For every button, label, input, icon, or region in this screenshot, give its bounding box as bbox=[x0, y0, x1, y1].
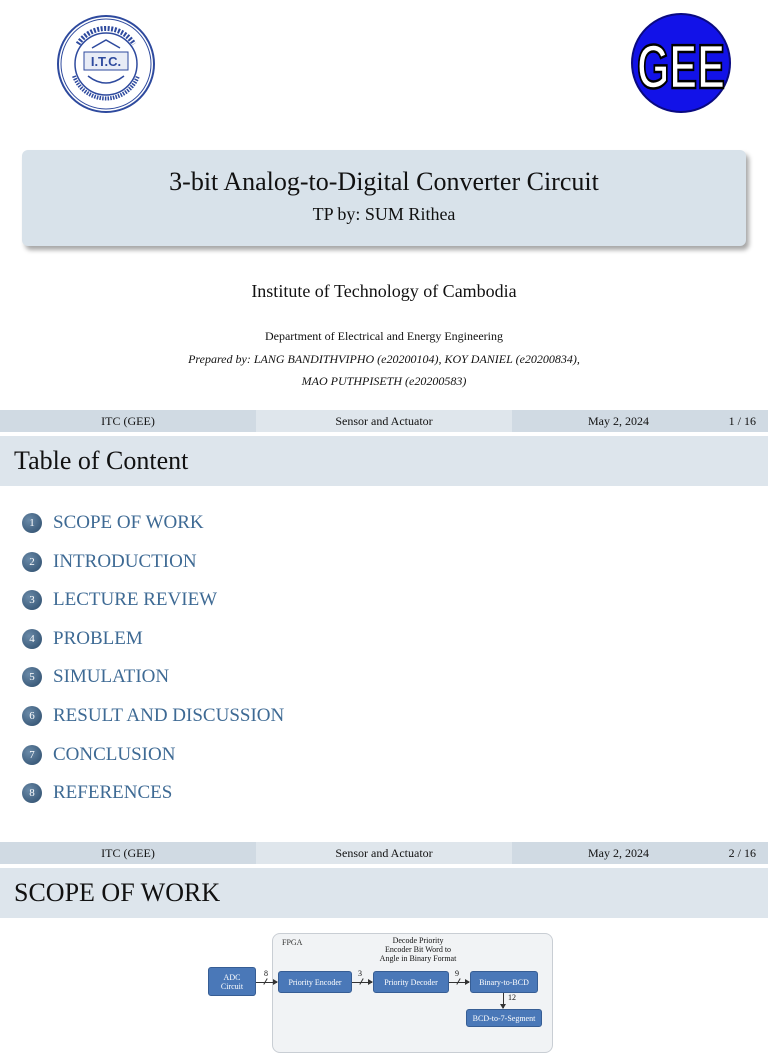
department-name: Department of Electrical and Energy Engineering bbox=[264, 329, 503, 343]
toc-item-references[interactable] bbox=[22, 782, 172, 804]
authors-line-2: MAO PUTHPISETH (e20200583) bbox=[301, 374, 467, 388]
toc-item-result[interactable] bbox=[22, 705, 284, 727]
footer-course: Sensor and Actuator bbox=[256, 842, 512, 864]
toc-number-icon: 2 bbox=[22, 552, 42, 572]
fpga-label: FPGA bbox=[282, 938, 303, 947]
bus-width-8: 8 bbox=[264, 969, 268, 978]
binary-to-bcd-block: Binary-to-BCD bbox=[470, 971, 538, 993]
footer-date: May 2, 2024 bbox=[588, 414, 649, 428]
footer-author: ITC (GEE) bbox=[0, 410, 256, 432]
presentation-title: 3-bit Analog-to-Digital Converter Circuit bbox=[169, 167, 599, 196]
toc-item-label[interactable]: PROBLEM bbox=[53, 628, 143, 649]
decode-caption-line-1: Decode Priority bbox=[392, 936, 444, 945]
toc-number-icon: 6 bbox=[22, 706, 42, 726]
bcd-to-7-segment-block: BCD-to-7-Segment bbox=[466, 1009, 542, 1027]
footer-meta bbox=[512, 410, 768, 432]
footer-date: May 2, 2024 bbox=[588, 846, 649, 860]
decode-caption-line-3: Angle in Binary Format bbox=[379, 954, 457, 963]
title-block bbox=[22, 150, 746, 246]
toc-item-problem[interactable] bbox=[22, 628, 143, 650]
arrow-bcd-to-7seg bbox=[503, 993, 504, 1008]
toc-number-icon: 1 bbox=[22, 513, 42, 533]
presentation-subtitle: TP by: SUM Rithea bbox=[312, 204, 456, 224]
toc-item-introduction[interactable] bbox=[22, 551, 197, 573]
toc-item-scope[interactable] bbox=[22, 512, 204, 534]
toc-item-conclusion[interactable] bbox=[22, 744, 175, 766]
adc-block-line-1: ADC bbox=[223, 972, 241, 982]
footer-slide-2 bbox=[0, 842, 768, 864]
toc-item-label[interactable]: SIMULATION bbox=[53, 666, 170, 687]
adc-circuit-block bbox=[208, 967, 256, 996]
footer-page-number: 2 / 16 bbox=[728, 846, 756, 860]
itc-logo bbox=[56, 14, 156, 114]
toc-title: Table of Content bbox=[0, 436, 768, 486]
scope-title: SCOPE OF WORK bbox=[0, 868, 768, 918]
toc-number-icon: 3 bbox=[22, 590, 42, 610]
toc-number-icon: 7 bbox=[22, 745, 42, 765]
toc-item-label[interactable]: REFERENCES bbox=[53, 782, 173, 803]
footer-slide-1 bbox=[0, 410, 768, 432]
toc-item-label[interactable]: SCOPE OF WORK bbox=[53, 512, 204, 533]
gee-logo bbox=[630, 12, 732, 114]
toc-number-icon: 8 bbox=[22, 783, 42, 803]
toc-number-icon: 5 bbox=[22, 667, 42, 687]
footer-page-number: 1 / 16 bbox=[728, 414, 756, 428]
arrow-decoder-to-bcd bbox=[449, 982, 469, 983]
footer-author: ITC (GEE) bbox=[0, 842, 256, 864]
toc-item-label[interactable]: LECTURE REVIEW bbox=[53, 589, 218, 610]
itc-logo-text: I.T.C. bbox=[90, 54, 122, 69]
adc-block-line-2: Circuit bbox=[220, 981, 244, 991]
footer-meta bbox=[512, 842, 768, 864]
arrow-adc-to-encoder bbox=[256, 982, 277, 983]
institute-name: Institute of Technology of Cambodia bbox=[251, 281, 517, 301]
bus-width-12: 12 bbox=[508, 993, 516, 1002]
bus-width-9: 9 bbox=[455, 969, 459, 978]
arrow-encoder-to-decoder bbox=[352, 982, 372, 983]
gee-logo-text: GEE bbox=[637, 33, 725, 102]
footer-course: Sensor and Actuator bbox=[256, 410, 512, 432]
toc-number-icon: 4 bbox=[22, 629, 42, 649]
toc-item-label[interactable]: RESULT AND DISCUSSION bbox=[53, 705, 285, 726]
authors-line-1: Prepared by: LANG BANDITHVIPHO (e20200104), KOY DANIEL (e20200834), bbox=[188, 352, 580, 366]
toc-item-simulation[interactable] bbox=[22, 666, 169, 688]
priority-encoder-block: Priority Encoder bbox=[278, 971, 352, 993]
toc-item-label[interactable]: CONCLUSION bbox=[53, 744, 176, 765]
authors bbox=[0, 348, 768, 392]
toc-item-label[interactable]: INTRODUCTION bbox=[53, 551, 197, 572]
priority-decoder-block: Priority Decoder bbox=[373, 971, 449, 993]
decode-caption bbox=[368, 936, 468, 963]
decode-caption-line-2: Encoder Bit Word to bbox=[384, 945, 452, 954]
bus-width-3: 3 bbox=[358, 969, 362, 978]
toc-item-lecture-review[interactable] bbox=[22, 589, 217, 611]
